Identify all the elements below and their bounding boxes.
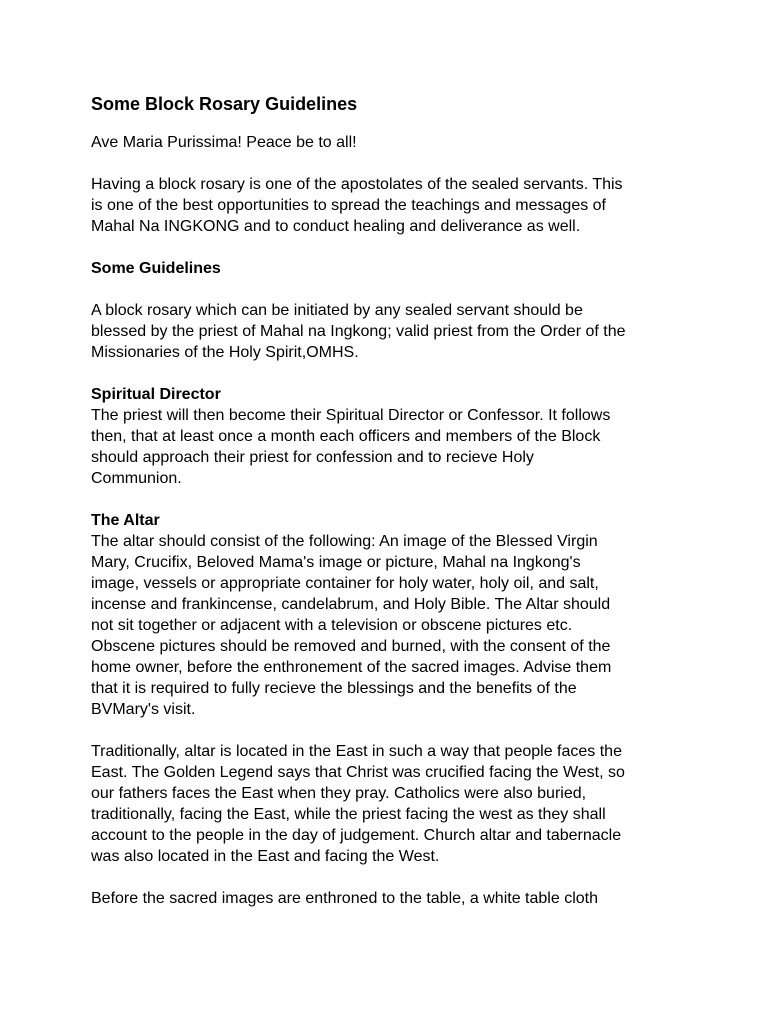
altar-line: BVMary's visit.: [91, 701, 196, 718]
tradition-line: our fathers faces the East when they pray. Catholics were also buried,: [91, 785, 587, 802]
altar-paragraph: [91, 531, 691, 720]
altar-line: that it is required to fully recieve the blessings and the benefits of the: [91, 680, 577, 697]
spiritual-line: should approach their priest for confession and to recieve Holy: [91, 449, 534, 466]
altar-line: Obscene pictures should be removed and burned, with the consent of the: [91, 638, 611, 655]
tradition-line: East. The Golden Legend says that Christ was crucified facing the West, so: [91, 764, 625, 781]
intro-line: Mahal Na INGKONG and to conduct healing and deliverance as well.: [91, 218, 581, 235]
guidelines-line: A block rosary which can be initiated by any sealed servant should be: [91, 302, 583, 319]
altar-heading: The Altar: [91, 512, 160, 529]
intro-line: is one of the best opportunities to spread the teachings and messages of: [91, 197, 606, 214]
altar-line: The altar should consist of the following: An image of the Blessed Virgin: [91, 533, 598, 550]
intro-paragraph: [91, 174, 691, 237]
altar-line: not sit together or adjacent with a television or obscene pictures etc.: [91, 617, 573, 634]
spiritual-line: then, that at least once a month each officers and members of the Block: [91, 428, 601, 445]
document-title: Some Block Rosary Guidelines: [91, 94, 358, 114]
spiritual-line: The priest will then become their Spiritual Director or Confessor. It follows: [91, 407, 611, 424]
tradition-line: account to the people in the day of judgement. Church altar and tabernacle: [91, 827, 622, 844]
altar-line: image, vessels or appropriate container for holy water, holy oil, and salt,: [91, 575, 599, 592]
guidelines-line: blessed by the priest of Mahal na Ingkong; valid priest from the Order of the: [91, 323, 626, 340]
closing-line: Before the sacred images are enthroned to the table, a white table cloth: [91, 890, 598, 907]
guidelines-paragraph: [91, 300, 691, 363]
closing-paragraph: [91, 888, 691, 909]
spiritual-line: Communion.: [91, 470, 182, 487]
greeting: Ave Maria Purissima! Peace be to all!: [91, 134, 357, 151]
altar-line: home owner, before the enthronement of the sacred images. Advise them: [91, 659, 612, 676]
tradition-line: was also located in the East and facing the West.: [91, 848, 440, 865]
guidelines-heading: Some Guidelines: [91, 260, 221, 277]
spiritual-director-paragraph: [91, 405, 691, 489]
guidelines-line: Missionaries of the Holy Spirit,OMHS.: [91, 344, 359, 361]
intro-line: Having a block rosary is one of the apostolates of the sealed servants. This: [91, 176, 623, 193]
spiritual-director-heading: Spiritual Director: [91, 386, 221, 403]
tradition-line: traditionally, facing the East, while the priest facing the west as they shall: [91, 806, 606, 823]
tradition-paragraph: [91, 741, 691, 867]
altar-line: incense and frankincense, candelabrum, and Holy Bible. The Altar should: [91, 596, 611, 613]
altar-line: Mary, Crucifix, Beloved Mama's image or picture, Mahal na Ingkong's: [91, 554, 581, 571]
tradition-line: Traditionally, altar is located in the East in such a way that people faces the: [91, 743, 622, 760]
document-body: [91, 92, 691, 930]
